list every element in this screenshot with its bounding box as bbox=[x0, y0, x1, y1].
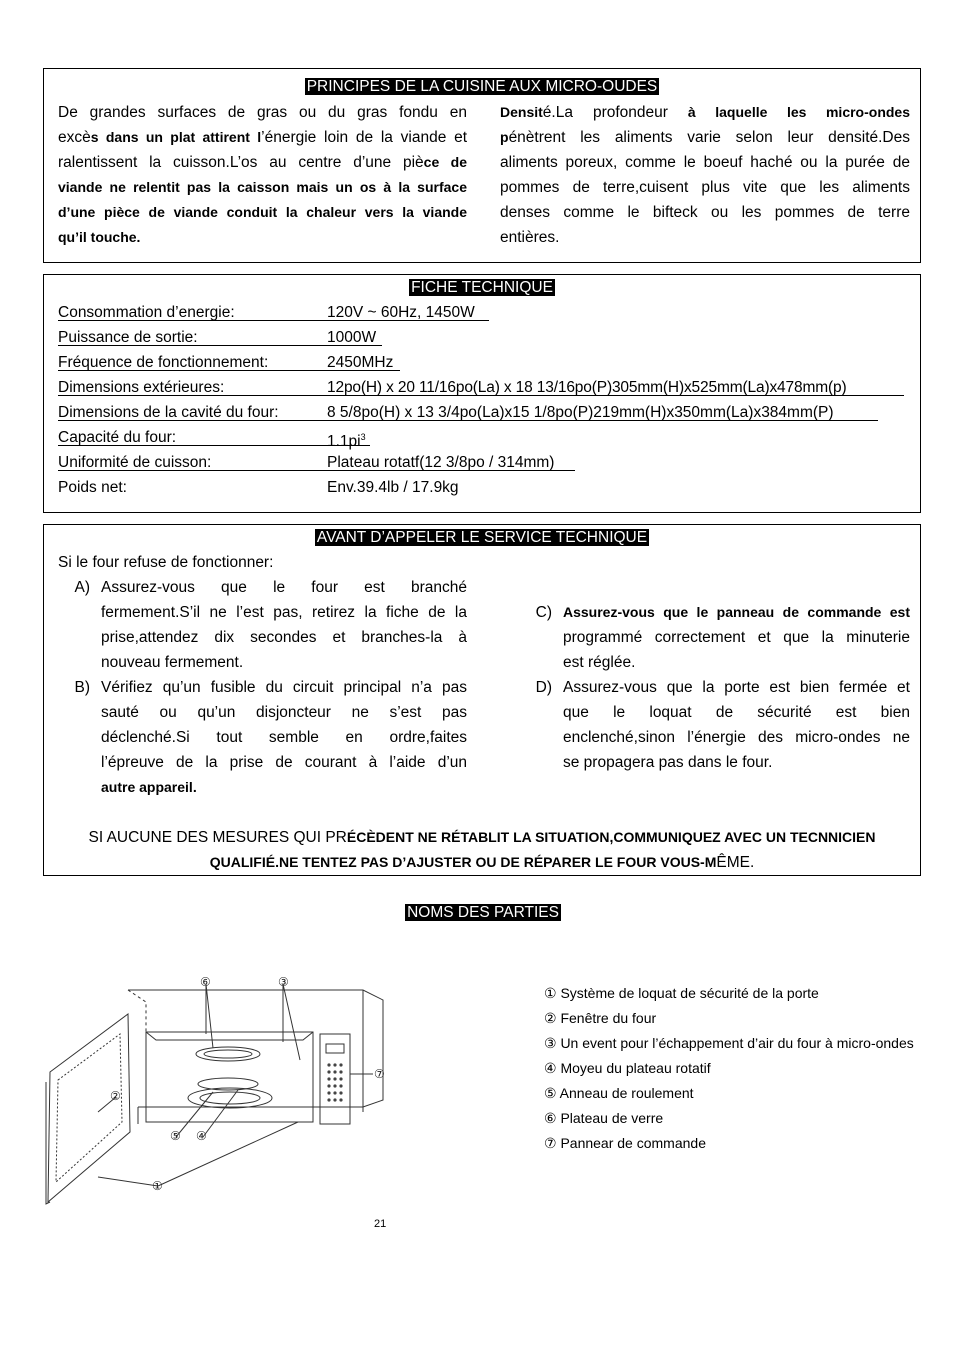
parts-list bbox=[544, 981, 914, 1156]
service-section: AVANT D’APPELER LE SERVICE TECHNIQUE Si le four refuse de fonctionner: A) Assurez-vous que le four est branché fermement.S’il ne l’est pas, retirez la fiche de la prise,attendez dix secondes et branches-la à nouveau fermement. B) Vérifiez qu’un fusible du circuit principal n’a pas sauté ou qu’un disjoncteur ne s’est pas déclenché.Si tout semble en ordre,faites l’épreuve de la prise de courant à l’aide d’un autre appareil. C) Assurez-vous que le panneau de commande est programmé correctement et que la minuterie est réglée. D) Assurez-vous que la porte est bien fermée et que le loquat de sécurité est bien enclenché,sinon l’énergie des micro-ondes ne se propagera pas dans le four. SI AUCUNE DES MESURES QUI PRÉCÈDENT NE RÉTABLIT LA SITUATION,COMMUNIQUEZ AVEC UN TECNNICIEN QUALIFIÉ.NE TENTEZ PAS D’AJUSTER OU DE RÉPARER LE FOUR VOUS-MÊME. bbox=[43, 524, 921, 876]
parts-item: ⑥ Plateau de verre bbox=[544, 1110, 664, 1126]
service-warning: SI AUCUNE DES MESURES QUI PRÉCÈDENT NE RÉTABLIT LA SITUATION,COMMUNIQUEZ AVEC UN TECNNICIEN QUALIFIÉ.NE TENTEZ PAS D’AJUSTER OU DE RÉPARER LE FOUR VOUS-MÊME. bbox=[88, 829, 876, 871]
parts-item: ④ Moyeu du plateau rotatif bbox=[544, 1060, 711, 1076]
parts-item: ① Système de loquat de sécurité de la porte bbox=[544, 985, 819, 1001]
callout-6: ⑥ bbox=[200, 975, 211, 989]
callout-5: ⑤ bbox=[170, 1129, 181, 1143]
page-number: 21 bbox=[374, 1218, 387, 1230]
parts-item: ⑦ Pannear de commande bbox=[544, 1135, 706, 1151]
microwave-diagram bbox=[38, 972, 398, 1216]
parts-item: ② Fenêtre du four bbox=[544, 1010, 657, 1026]
callout-7: ⑦ bbox=[374, 1067, 385, 1081]
service-intro: Si le four refuse de fonctionner: bbox=[58, 554, 274, 571]
fiche-title: FICHE TECHNIQUE bbox=[411, 279, 553, 296]
callout-1: ① bbox=[152, 1179, 163, 1193]
principes-right-text: Densité.La profondeur à laquelle les micro-ondes pénètrent les aliments varie selon leur densité.Des aliments poreux, comme le boeuf haché ou la purée de pommes de terre,cuisent plus vite que les aliments denses comme le bifteck ou les pommes de terre entières. bbox=[500, 104, 910, 246]
fiche-technique-section: FICHE TECHNIQUE Consommation d’energie: 120V ~ 60Hz, 1450W Puissance de sortie: 1000W Fréquence de fonctionnement: 2450MHz Dimensions extérieures: 12po(H) x 20 11/16po(La) x 18 13/16po(P)305mm(H)x525mm(La)x478mm(p) Dimensions de la cavité du four: 8 5/8po(H) x 13 3/4po(La)x15 1/8po(P)219mm(H)x350mm(La)x384mm(P) Capacité du four: $1.1pi^3$ Uniformité de cuisson: Plateau rotatf(12 3/8po / 314mm) Poids net: Env.39.4lb / 17.9kg bbox=[43, 274, 921, 513]
parts-item: ⑤ Anneau de roulement bbox=[544, 1085, 694, 1101]
callout-4: ④ bbox=[196, 1129, 207, 1143]
callout-2: ② bbox=[110, 1089, 121, 1103]
parts-title: NOMS DES PARTIES bbox=[407, 904, 559, 921]
principes-left-text: De grandes surfaces de gras ou du gras fondu en excès dans un plat attirent l’énergie loin de la viande et ralentissent la cuisson.L’os au centre d’une pièce de viande ne relentit pas la caisson mais un os à la surface d’une pièce de viande conduit la chaleur vers la viande qu’il touche. bbox=[58, 104, 467, 245]
principes-section bbox=[43, 68, 921, 263]
parts-item: ③ Un event pour l’échappement d’air du four à micro-ondes bbox=[544, 1035, 914, 1051]
service-title: AVANT D’APPELER LE SERVICE TECHNIQUE bbox=[316, 529, 648, 546]
principes-title: PRINCIPES DE LA CUISINE AUX MICRO-OUDES bbox=[306, 78, 658, 95]
callout-3: ③ bbox=[278, 975, 289, 989]
